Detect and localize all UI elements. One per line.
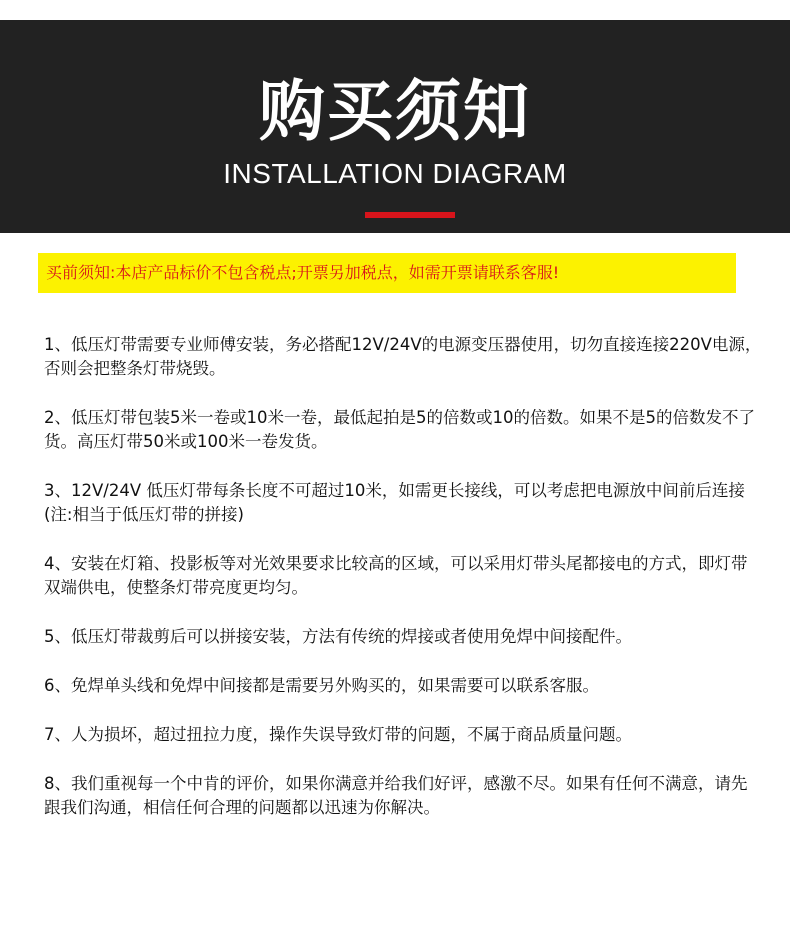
- list-item: 3、12V/24V 低压灯带每条长度不可超过10米，如需更长接线，可以考虑把电源放中间前后连接(注:相当于低压灯带的拼接): [44, 481, 745, 524]
- page-title: 购买须知: [259, 73, 531, 150]
- list-item: 2、低压灯带包装5米一卷或10米一卷，最低起拍是5的倍数或10的倍数。如果不是5的倍数发不了货。高压灯带50米或100米一卷发货。: [44, 408, 755, 451]
- accent-divider: [365, 212, 455, 218]
- list-item: 7、人为损坏，超过扭拉力度，操作失误导致灯带的问题，不属于商品质量问题。: [44, 725, 632, 744]
- list-item: 8、我们重视每一个中肯的评价，如果你满意并给我们好评，感激不尽。如果有任何不满意，请先跟我们沟通，相信任何合理的问题都以迅速为你解决。: [44, 774, 748, 817]
- page-subtitle: INSTALLATION DIAGRAM: [223, 158, 567, 189]
- instructions-list: [44, 333, 762, 845]
- list-item: 6、免焊单头线和免焊中间接都是需要另外购买的，如果需要可以联系客服。: [44, 676, 599, 695]
- list-item: 5、低压灯带裁剪后可以拼接安装，方法有传统的焊接或者使用免焊中间接配件。: [44, 627, 632, 646]
- list-item: 4、安装在灯箱、投影板等对光效果要求比较高的区域，可以采用灯带头尾都接电的方式，即灯带双端供电，使整条灯带亮度更均匀。: [44, 554, 748, 597]
- header-banner: [0, 20, 790, 233]
- list-item: 1、低压灯带需要专业师傅安装，务必搭配12V/24V的电源变压器使用，切勿直接连接220V电源，否则会把整条灯带烧毁。: [44, 335, 762, 378]
- purchase-notice: 买前须知:本店产品标价不包含税点;开票另加税点，如需开票请联系客服!: [38, 253, 736, 293]
